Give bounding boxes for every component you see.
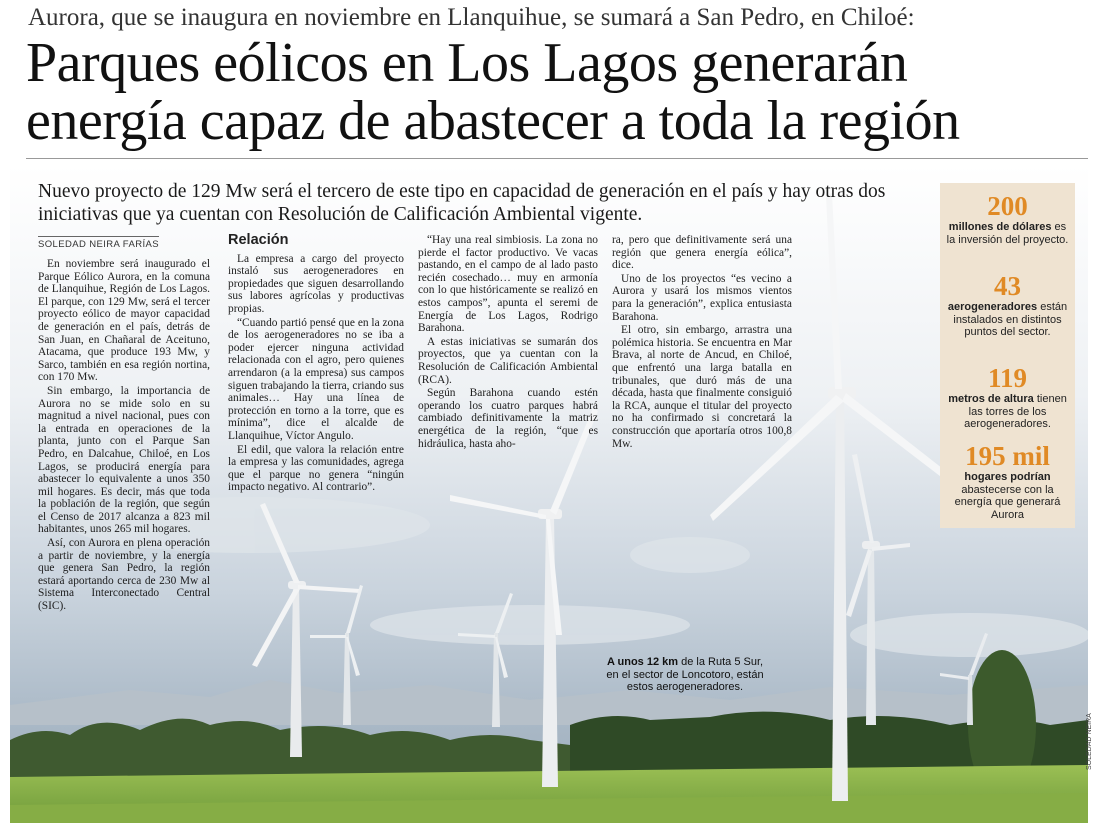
stat-text: están instalados en distintos puntos del sector. (953, 301, 1068, 339)
stat-text: es la inversión del proyecto. (946, 221, 1069, 246)
headline (26, 34, 1086, 150)
stat-bold: hogares podrían (964, 471, 1051, 483)
stat-description (940, 469, 1075, 521)
stat-homes (940, 443, 1075, 521)
stat-bold: aerogeneradores (947, 301, 1038, 313)
stat-text: abastecerse con la energía que generará Aurora (954, 483, 1061, 521)
byline: SOLEDAD NEIRA FARÍAS (38, 236, 159, 250)
deck: Nuevo proyecto de 129 Mw será el tercero de este tipo en capacidad de generación en el país y hay otras dos iniciativas que ya cuentan con Resolución de Calificación Ambiental vigente. (38, 181, 886, 225)
stat-investment (940, 193, 1075, 246)
paragraph: Sin embargo, la importancia de Aurora no se mide solo en su magnitud a nivel nacional, pues con la entrada en operaciones de la planta, junto con el Parque San Pedro, en Dalcahue, Chiloé, en Los Lagos, se producirá energía para abastecer lo equivalente a unos 350 mil hogares. Es decir, más que toda la población de la región, que según el Censo de 2017 alcanza a 823 mil habitantes, unos 265 mil hogares. (38, 384, 210, 536)
article-column-4 (612, 234, 792, 451)
headline-line-1: Parques eólicos en Los Lagos generarán (26, 32, 908, 94)
stat-description (940, 219, 1075, 246)
article-column-3 (418, 234, 598, 451)
paragraph: La empresa a cargo del proyecto instaló sus aerogeneradores en propiedades que siguen desarrollando sus labores agrícolas y productivas propias. (228, 252, 404, 315)
stat-turbines (940, 273, 1075, 339)
paragraph: “Hay una real simbiosis. La zona no pierde el factor productivo. Ve vacas pastando, en el campo de al lado pasto recién cosechado… muy en armonía con lo que históricamente se realizó en estos campos”, apunta el seremi de Energía de Los Lagos, Rodrigo Barahona. (418, 234, 598, 335)
header-rule (26, 158, 1088, 159)
stat-number: 200 (987, 191, 1028, 221)
article-column-1 (38, 258, 210, 614)
paragraph: Uno de los proyectos “es vecino a Aurora y usará los mismos vientos para la generación”, explica entusiasta Barahona. (612, 272, 792, 323)
paragraph: En noviembre será inaugurado el Parque Eólico Aurora, en la comuna de Llanquihue, Región de Los Lagos. El parque, con 129 Mw, será el tercer proyecto eólico de mayor capacidad de generación en el país, detrás de San Juan, en Chañaral de Aceituno, Atacama, que produce 193 Mw, y Sarco, también en esa región nortina, con 170 Mw. (38, 258, 210, 384)
stat-description (940, 391, 1075, 431)
paragraph: El edil, que valora la relación entre la empresa y las comunidades, agrega que el parque no genera “ningún impacto negativo. Al contrario”. (228, 443, 404, 494)
kicker: Aurora, que se inaugura en noviembre en Llanquihue, se sumará a San Pedro, en Chiloé: (28, 4, 915, 31)
paragraph: A estas iniciativas se sumarán dos proyectos, que ya cuentan con la Resolución de Calificación Ambiental (RCA). (418, 335, 598, 386)
stat-number: 195 mil (965, 441, 1050, 471)
caption-text: de la Ruta 5 Sur, en el sector de Loncotoro, están estos aerogeneradores. (606, 656, 764, 694)
stat-number: 43 (994, 271, 1021, 301)
stat-bold: millones de dólares (948, 221, 1052, 233)
photo-caption (600, 656, 770, 694)
paragraph: Según Barahona cuando estén operando los cuatro parques habrá cambiado definitivamente la matriz energética de la región, “que es hidráulica, hasta aho- (418, 387, 598, 450)
stats-sidebar (940, 183, 1075, 528)
paragraph: El otro, sin embargo, arrastra una polémica historia. Se encuentra en Mar Brava, al norte de Ancud, en Chiloé, que enfrentó una larga batalla en tribunales, que duró más de una década, hasta que finalmente consiguió la RCA, aunque el titular del proyecto no ha confirmado si concretará la construcción que aportaría otros 100,8 Mw. (612, 324, 792, 450)
stat-text: tienen las torres de los aerogeneradores. (964, 393, 1067, 431)
caption-bold: A unos 12 km (606, 656, 679, 668)
stat-bold: metros de altura (948, 393, 1034, 405)
paragraph: “Cuando partió pensé que en la zona de los aerogeneradores no se iba a poder ejercer ninguna actividad relacionada con el agro, pero quienes arrendaron (a la empresa) sus campos siguen trabajando la tierra, criando sus animales… Hay una línea de protección en torno a la torre, que es mínima”, dice el alcalde de Llanquihue, Víctor Angulo. (228, 316, 404, 442)
photo-credit: SOLEDAD NEIRA (1086, 713, 1093, 770)
section-heading: Relación (228, 232, 289, 248)
stat-description (940, 299, 1075, 339)
stat-number: 119 (987, 363, 1027, 393)
article-column-2 (228, 234, 404, 495)
headline-line-2: energía capaz de abastecer a toda la región (26, 90, 960, 152)
stat-height (940, 365, 1075, 431)
paragraph: Así, con Aurora en plena operación a partir de noviembre, y la energía que genera San Pedro, la región estará aportando cerca de 230 Mw al Sistema Interconectado Central (SIC). (38, 537, 210, 613)
paragraph: ra, pero que definitivamente será una región que genera energía eólica”, dice. (612, 234, 792, 272)
